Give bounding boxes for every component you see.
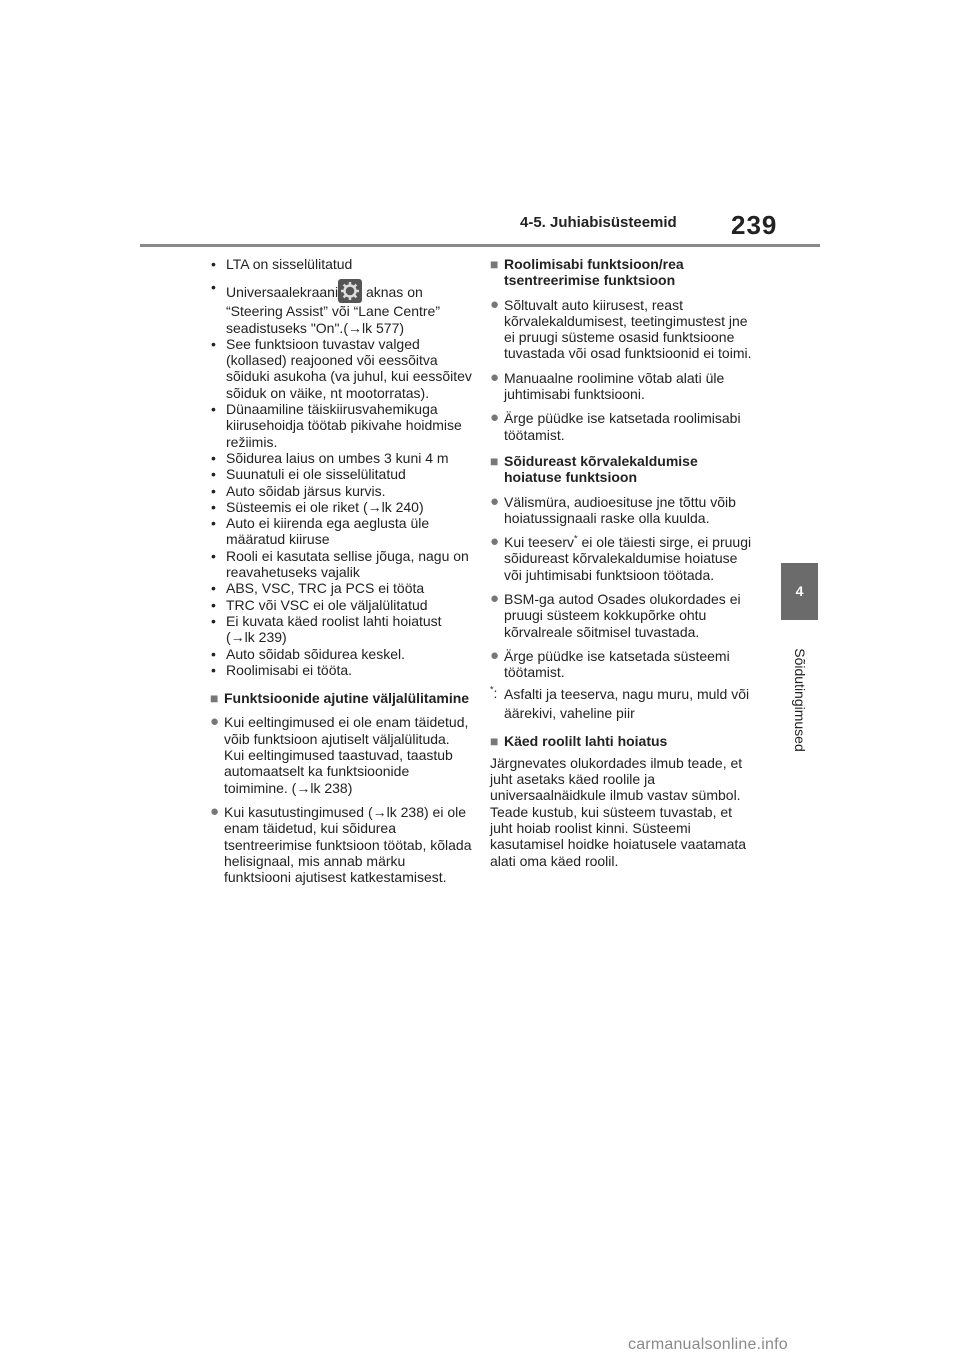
bullet-icon: •	[211, 547, 216, 564]
list-item	[210, 450, 472, 466]
bullet-icon: •	[211, 661, 216, 678]
heading-text: Funktsioonide ajutine väljalülitamine	[224, 690, 470, 707]
paragraph	[210, 714, 472, 795]
list-item	[210, 580, 472, 596]
square-icon: ■	[490, 256, 499, 272]
list-item	[210, 279, 472, 336]
circle-bullet-icon: ●	[490, 368, 500, 386]
bullet-icon: •	[211, 449, 216, 466]
chapter-tab	[781, 563, 818, 620]
bullet-icon: •	[211, 580, 216, 597]
paragraph	[490, 648, 752, 681]
paragraph-text: Kui teeserv	[504, 534, 575, 551]
list-text: Auto sõidab sõidurea keskel.	[226, 645, 405, 662]
list-item	[210, 662, 472, 678]
circle-bullet-icon: ●	[490, 646, 500, 664]
bullet-icon: •	[211, 498, 216, 515]
list-text: LTA on sisselülitatud	[226, 256, 353, 272]
arrow-icon: →	[348, 319, 362, 336]
list-text: Dünaamiline täiskiirusvahemikuga kiirusehoidja töötab pikivahe hoidmise režiimis.	[226, 401, 462, 450]
paragraph	[210, 804, 472, 885]
list-text: Auto ei kiirenda ega aeglusta üle määratud kiiruse	[226, 515, 430, 548]
footnote-text: Asfalti ja teeserva, nagu muru, muld või äärekivi, vaheline piir	[504, 685, 750, 721]
watermark: carmanualsonline.info	[628, 1336, 788, 1353]
left-column	[210, 256, 472, 885]
arrow-icon: →	[367, 498, 382, 515]
list-item	[210, 613, 472, 646]
paragraph-text: Järgnevates olukordades ilmub teade, et juht asetaks käed roolile ja universaalnäidkule ilmub vastav sümbol. Teade kustub, kui süsteem tuvastab, et juht hoiab roolist kinni. Süsteemi kasutamisel hoidke hoiatusele vaatamata alati oma käed roolil.	[490, 754, 747, 869]
circle-bullet-icon: ●	[210, 802, 220, 820]
paragraph-text: lk 238)	[310, 779, 353, 796]
right-column	[490, 256, 752, 869]
footnote-star: *	[490, 683, 494, 694]
list-item	[210, 483, 472, 499]
chapter-label: Sõidutingimused	[792, 648, 808, 752]
list-text: Rooli ei kasutata sellise jõuga, nagu on reavahetuseks vajalik	[226, 547, 469, 581]
chapter-side-label	[760, 630, 840, 770]
paragraph-text: Sõltuvalt auto kiirusest, reast kõrvalekaldumisest, teetingimustest jne ei pruugi süsteme osasid funktsioone tuvastada või osad funktsioonid ei toimi.	[504, 296, 752, 362]
list-text: Auto sõidab järsus kurvis.	[226, 482, 386, 499]
paragraph-text: Ärge püüdke ise katsetada süsteemi töötamist.	[504, 647, 730, 681]
bullet-icon: •	[211, 335, 216, 352]
list-text: Ei kuvata käed roolist lahti hoiatust (	[226, 612, 442, 646]
paragraph	[490, 410, 752, 443]
list-item	[210, 646, 472, 662]
footnote-mark	[490, 685, 497, 701]
list-item	[210, 401, 472, 450]
circle-bullet-icon: ●	[210, 713, 220, 731]
list-item	[210, 336, 472, 401]
bullet-icon: •	[211, 482, 216, 499]
list-text: ABS, VSC, TRC ja PCS ei tööta	[226, 580, 425, 597]
paragraph	[490, 370, 752, 403]
circle-bullet-icon: ●	[490, 409, 500, 427]
list-text: TRC või VSC ei ole väljalülitatud	[226, 596, 428, 613]
list-text: Suunatuli ei ole sisselülitatud	[226, 466, 406, 483]
bullet-icon: •	[211, 401, 216, 418]
list-text: “Steering Assist” või “Lane Centre” seadistuseks "On".(	[226, 303, 440, 336]
footnote-marker: *	[574, 533, 578, 544]
list-item	[210, 499, 472, 515]
circle-bullet-icon: ●	[490, 295, 500, 313]
list-item	[210, 597, 472, 613]
heading-text: Roolimisabi funktsioon/rea tsentreerimise funktsioon	[504, 256, 684, 289]
paragraph-text: Välismüra, audioesituse jne tõttu võib hoiatussignaali raske olla kuulda.	[504, 493, 736, 526]
paragraph-text: lk 238) ei ole enam täidetud, kui sõidurea tsentreerimise funktsioon töötab, kõlada helisignaal, mis annab märku funktsiooni ajutisest katkestamisest.	[224, 803, 472, 886]
list-item	[210, 466, 472, 482]
list-text: lk 239)	[244, 629, 287, 646]
list-text: aknas on	[365, 284, 423, 301]
arrow-icon: →	[296, 779, 311, 796]
list-text: Universaalekraani	[226, 284, 339, 301]
paragraph	[490, 591, 752, 640]
list-text: lk 577)	[362, 319, 405, 336]
footnote	[490, 685, 752, 723]
paragraph	[490, 297, 752, 362]
section-heading	[490, 733, 752, 749]
section-heading	[490, 453, 752, 486]
section-heading	[490, 256, 752, 289]
circle-bullet-icon: ●	[490, 533, 500, 551]
circle-bullet-icon: ●	[490, 590, 500, 608]
page-number: 239	[731, 210, 778, 240]
list-item	[210, 548, 472, 581]
list-item	[210, 515, 472, 548]
settings-icon	[338, 279, 362, 303]
heading-text: Sõidureast kõrvalekaldumise hoiatuse funktsioon	[504, 452, 698, 486]
paragraph-text: Kui kasutustingimused (	[224, 803, 373, 820]
paragraph	[490, 494, 752, 527]
bullet-icon: •	[211, 279, 216, 296]
footnote-colon: :	[493, 684, 498, 701]
arrow-icon: →	[230, 629, 245, 646]
list-item	[210, 256, 472, 272]
arrow-icon: →	[372, 803, 387, 820]
paragraph-text: BSM-ga autod Osades olukordades ei pruugi süsteem kokkupõrke ohtu kõrvalreale sõitmisel tuvastada.	[504, 591, 741, 640]
circle-bullet-icon: ●	[490, 492, 500, 510]
list-text: Roolimisabi ei tööta.	[226, 661, 353, 678]
list-text: Sõidurea laius on umbes 3 kuni 4 m	[226, 449, 449, 466]
bullet-icon: •	[211, 596, 216, 613]
list-text: Süsteemis ei ole riket (	[226, 498, 368, 515]
paragraph-text: Ärge püüdke ise katsetada roolimisabi töötamist.	[504, 410, 741, 443]
condition-list	[210, 256, 472, 678]
bullet-icon: •	[211, 256, 216, 272]
bullet-icon: •	[211, 612, 216, 629]
square-icon: ■	[210, 690, 219, 707]
chapter-number: 4	[795, 583, 804, 599]
square-icon: ■	[490, 452, 499, 469]
bullet-icon: •	[211, 515, 216, 532]
paragraph	[490, 534, 752, 583]
paragraph-text: ei ole täiesti sirge, ei pruugi sõidureast kõrvalekaldumise hoiatuse või juhtimisabi funktsioon töötada.	[504, 534, 752, 583]
section-title: 4-5. Juhiabisüsteemid	[520, 214, 677, 231]
bullet-icon: •	[211, 466, 216, 483]
paragraph-text: Kui eeltingimused ei ole enam täidetud, võib funktsioon ajutiselt väljalülituda. Kui eeltingimused taastuvad, taastub automaatselt ka funktsioonide toimimine. (	[224, 714, 469, 796]
list-text: See funktsioon tuvastav valged (kollased) reajooned või eessõitva sõiduki asukoha (va juhul, kui eessõitev sõiduk on väike, nt mootorratas).	[226, 335, 472, 401]
bullet-icon: •	[211, 645, 216, 662]
section-heading	[210, 690, 472, 706]
paragraph-text: Manuaalne roolimine võtab alati üle juhtimisabi funktsiooni.	[504, 369, 725, 403]
list-text: lk 240)	[381, 498, 424, 515]
heading-text: Käed roolilt lahti hoiatus	[504, 732, 668, 749]
header-divider	[140, 244, 820, 247]
square-icon: ■	[490, 732, 499, 749]
